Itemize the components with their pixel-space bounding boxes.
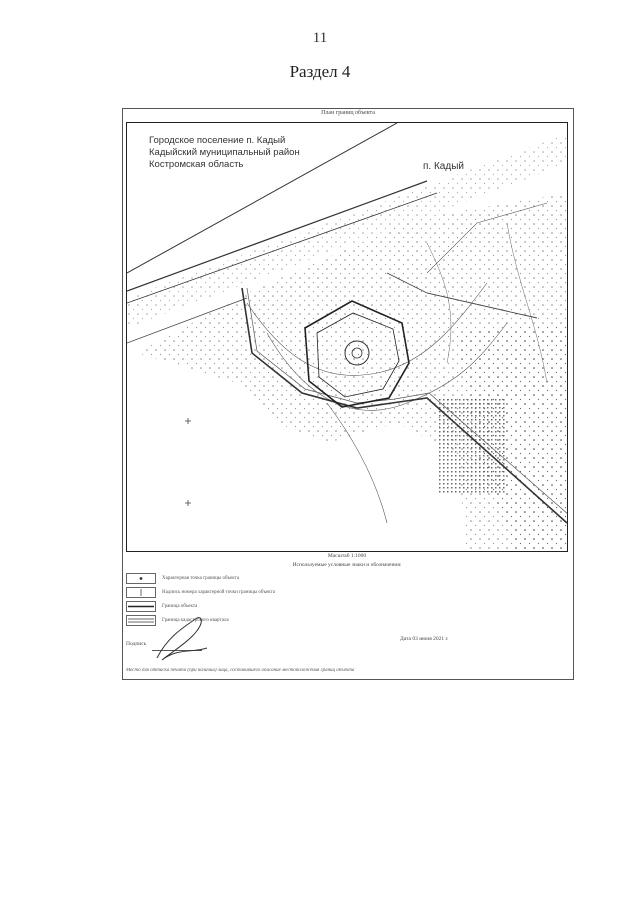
map-drawing: [127, 123, 568, 552]
legend-text-quarter: Граница кадастрового квартала: [162, 617, 229, 623]
point-label-symbol-icon: [126, 587, 156, 598]
grid-crosses: [185, 418, 191, 506]
point-symbol-icon: [126, 573, 156, 584]
signature-label: Подпись: [126, 641, 147, 647]
page-number: 11: [312, 30, 328, 46]
map-top-caption: План границ объекта: [321, 110, 375, 116]
grid-block: [437, 398, 507, 493]
legend-text-point: Характерная точка границы объекта: [162, 575, 240, 581]
legend-row-point: [126, 572, 276, 584]
signature-mark: [152, 608, 212, 668]
cadastral-map: [126, 122, 568, 552]
admin-labels: [149, 135, 300, 171]
date-text: Дата 03 июня 2021 г.: [400, 636, 449, 642]
footnote: Место для оттиска печати (при наличии) лица, составившего описание местоположения границ объекта: [126, 668, 355, 673]
legend-title: Используемые условные знаки и обозначения:: [292, 562, 402, 568]
legend-text-boundary: Граница объекта: [162, 603, 198, 609]
admin-line-3: Костромская область: [149, 159, 244, 170]
legend-text-label: Надпись номера характерной точки границы объекта: [162, 589, 275, 595]
legend-row-label: [126, 586, 276, 598]
section-title: Раздел 4: [289, 62, 351, 81]
map-scale: Масштаб 1:1000: [327, 553, 367, 559]
admin-line-2: Кадыйский муниципальный район: [149, 147, 300, 158]
admin-line-1: Городское поселение п. Кадый: [149, 135, 286, 146]
settlement-label: п. Кадый: [423, 161, 464, 172]
